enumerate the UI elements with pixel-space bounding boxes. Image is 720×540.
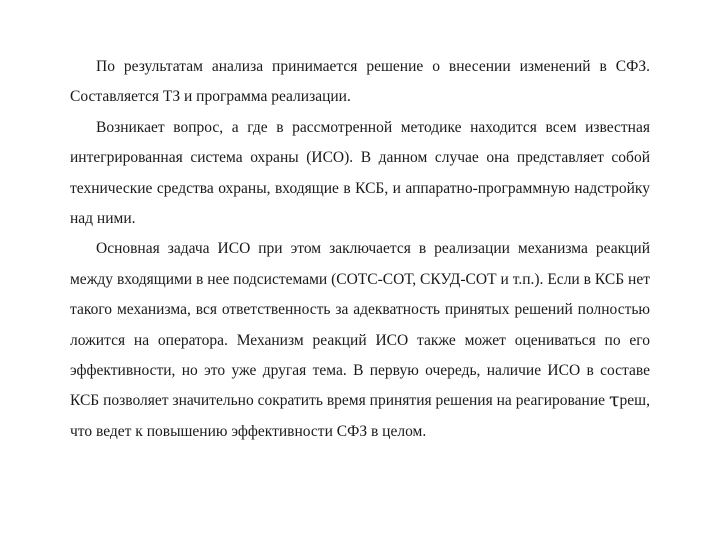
paragraph-1: По результатам анализа принимается решение о внесении изменений в СФЗ. Составляется ТЗ и программа реализации. — [70, 58, 650, 106]
paragraph-3 — [70, 234, 650, 447]
paragraph-2: Возникает вопрос, а где в рассмотренной методике находится всем известная интегрированная система охраны (ИСО). В данном случае она представляет собой технические средства охраны, входящие в КСБ, и аппаратно-программную надстройку над ними. — [70, 118, 650, 228]
document-body — [70, 52, 650, 447]
paragraph-3-text-after: реш, что ведет к повышению эффективности СФЗ в целом. — [70, 392, 650, 440]
paragraph-3-text-before: Основная задача ИСО при этом заключается в реализации механизма реакций между входящими в нее подсистемами (СОТС-СОТ, СКУД-СОТ и т.п.). Если в КСБ нет такого механизма, вся ответственность за адекватность принятых решений полностью ложится на оператора. Механизм реакций ИСО также может оцениваться по его эффективности, но это уже другая тема. В первую очередь, наличие ИСО в составе КСБ позволяет значительно сократить время принятия решения на реагирование — [70, 240, 650, 410]
tau-symbol: τ — [609, 389, 620, 412]
